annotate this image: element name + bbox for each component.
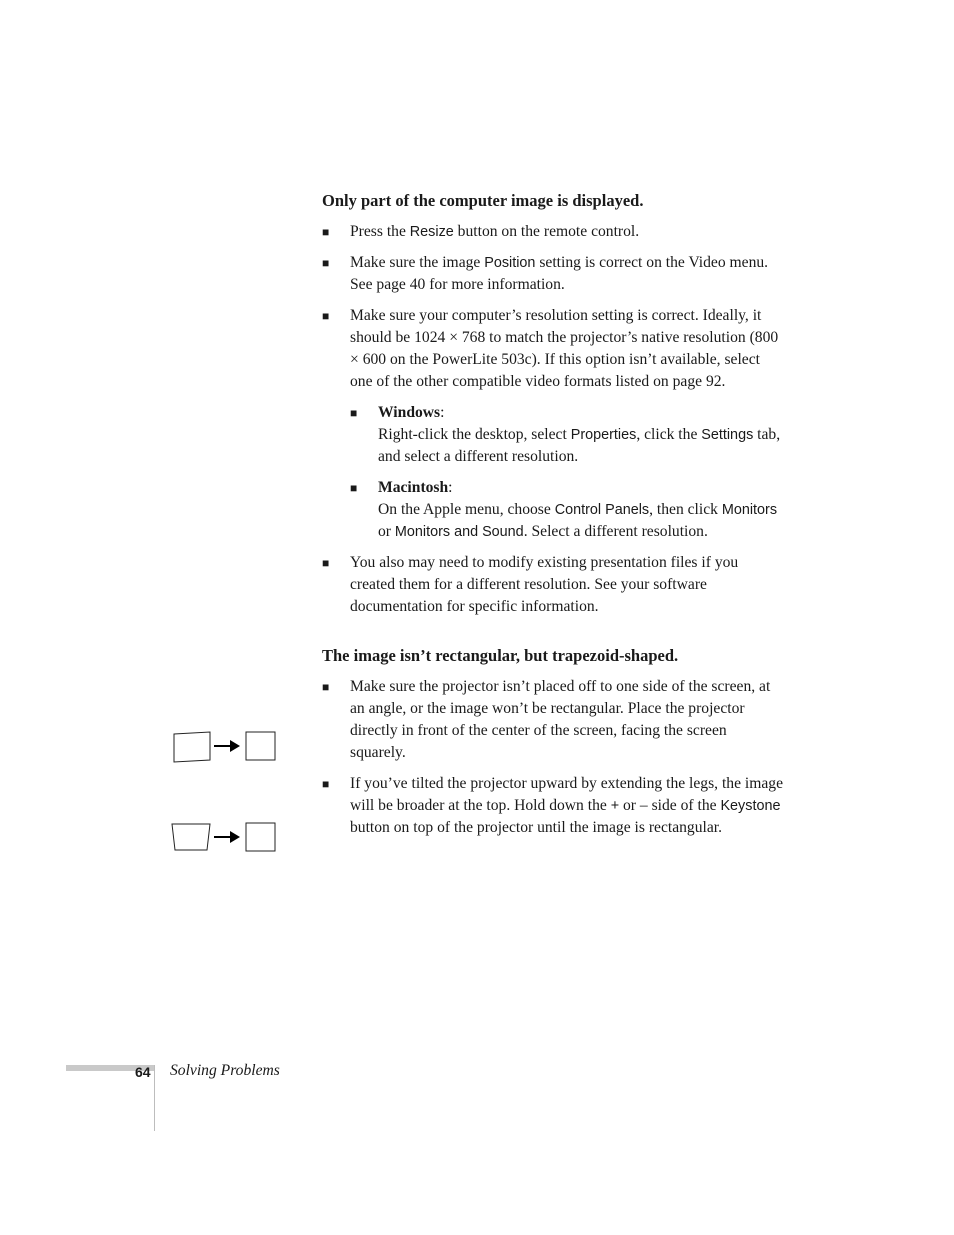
footer-section-title: Solving Problems: [170, 1062, 280, 1079]
list-item: ■ Press the Resize button on the remote control.: [322, 221, 784, 243]
bullet: ■: [322, 680, 330, 694]
windows-label: Windows: [378, 404, 441, 421]
keystone-button-label: Keystone: [720, 798, 781, 814]
list-item: ■ You also may need to modify existing presentation files if you created them for a different resolution. See your software documentation for specific information.: [322, 554, 739, 615]
bullet: ■: [322, 777, 330, 791]
macintosh-label: Macintosh: [378, 479, 449, 496]
bullet: ■: [322, 225, 330, 239]
bullet: ■: [322, 556, 330, 570]
sub-item-windows: ■ Windows: Right-click the desktop, select Properties, click the Settings tab, and select a different resolution.: [350, 404, 781, 465]
section-heading-partial-image: Only part of the computer image is displayed.: [322, 191, 644, 210]
bullet: ■: [350, 406, 358, 420]
keystone-side-correction-icon: [170, 728, 280, 768]
bullet: ■: [350, 481, 358, 495]
position-setting-label: Position: [484, 255, 536, 271]
page-number: 64: [135, 1064, 151, 1080]
bullet: ■: [322, 309, 330, 323]
page-content: [322, 190, 784, 848]
footer-divider: [154, 1065, 155, 1131]
list-item: ■ Make sure the image Position setting is correct on the Video menu. See page 40 for more information.: [322, 254, 769, 293]
bullet: ■: [322, 256, 330, 270]
section-heading-trapezoid: The image isn’t rectangular, but trapezoid-shaped.: [322, 646, 679, 665]
resize-button-label: Resize: [409, 224, 454, 240]
list-item: ■ Make sure your computer’s resolution setting is correct. Ideally, it should be 1024 × 768 to match the projector’s native resolution (800 × 600 on the PowerLite 503c). If this option isn’t available, select one of the other compatible video formats listed on page 92.: [322, 307, 779, 390]
sub-item-macintosh: ■ Macintosh: On the Apple menu, choose Control Panels, then click Monitors or Monitors and Sound. Select a different resolution.: [350, 479, 778, 540]
list-item: ■ Make sure the projector isn’t placed off to one side of the screen, at an angle, or the image won’t be rectangular. Place the projector directly in front of the center of the screen, facing the screen squarely.: [322, 678, 771, 761]
keystone-vertical-correction-icon: [170, 820, 280, 860]
list-item: ■ If you’ve tilted the projector upward by extending the legs, the image will be broader at the top. Hold down the + or – side of the Keystone button on top of the projector until the image is rectangular.: [322, 775, 784, 836]
